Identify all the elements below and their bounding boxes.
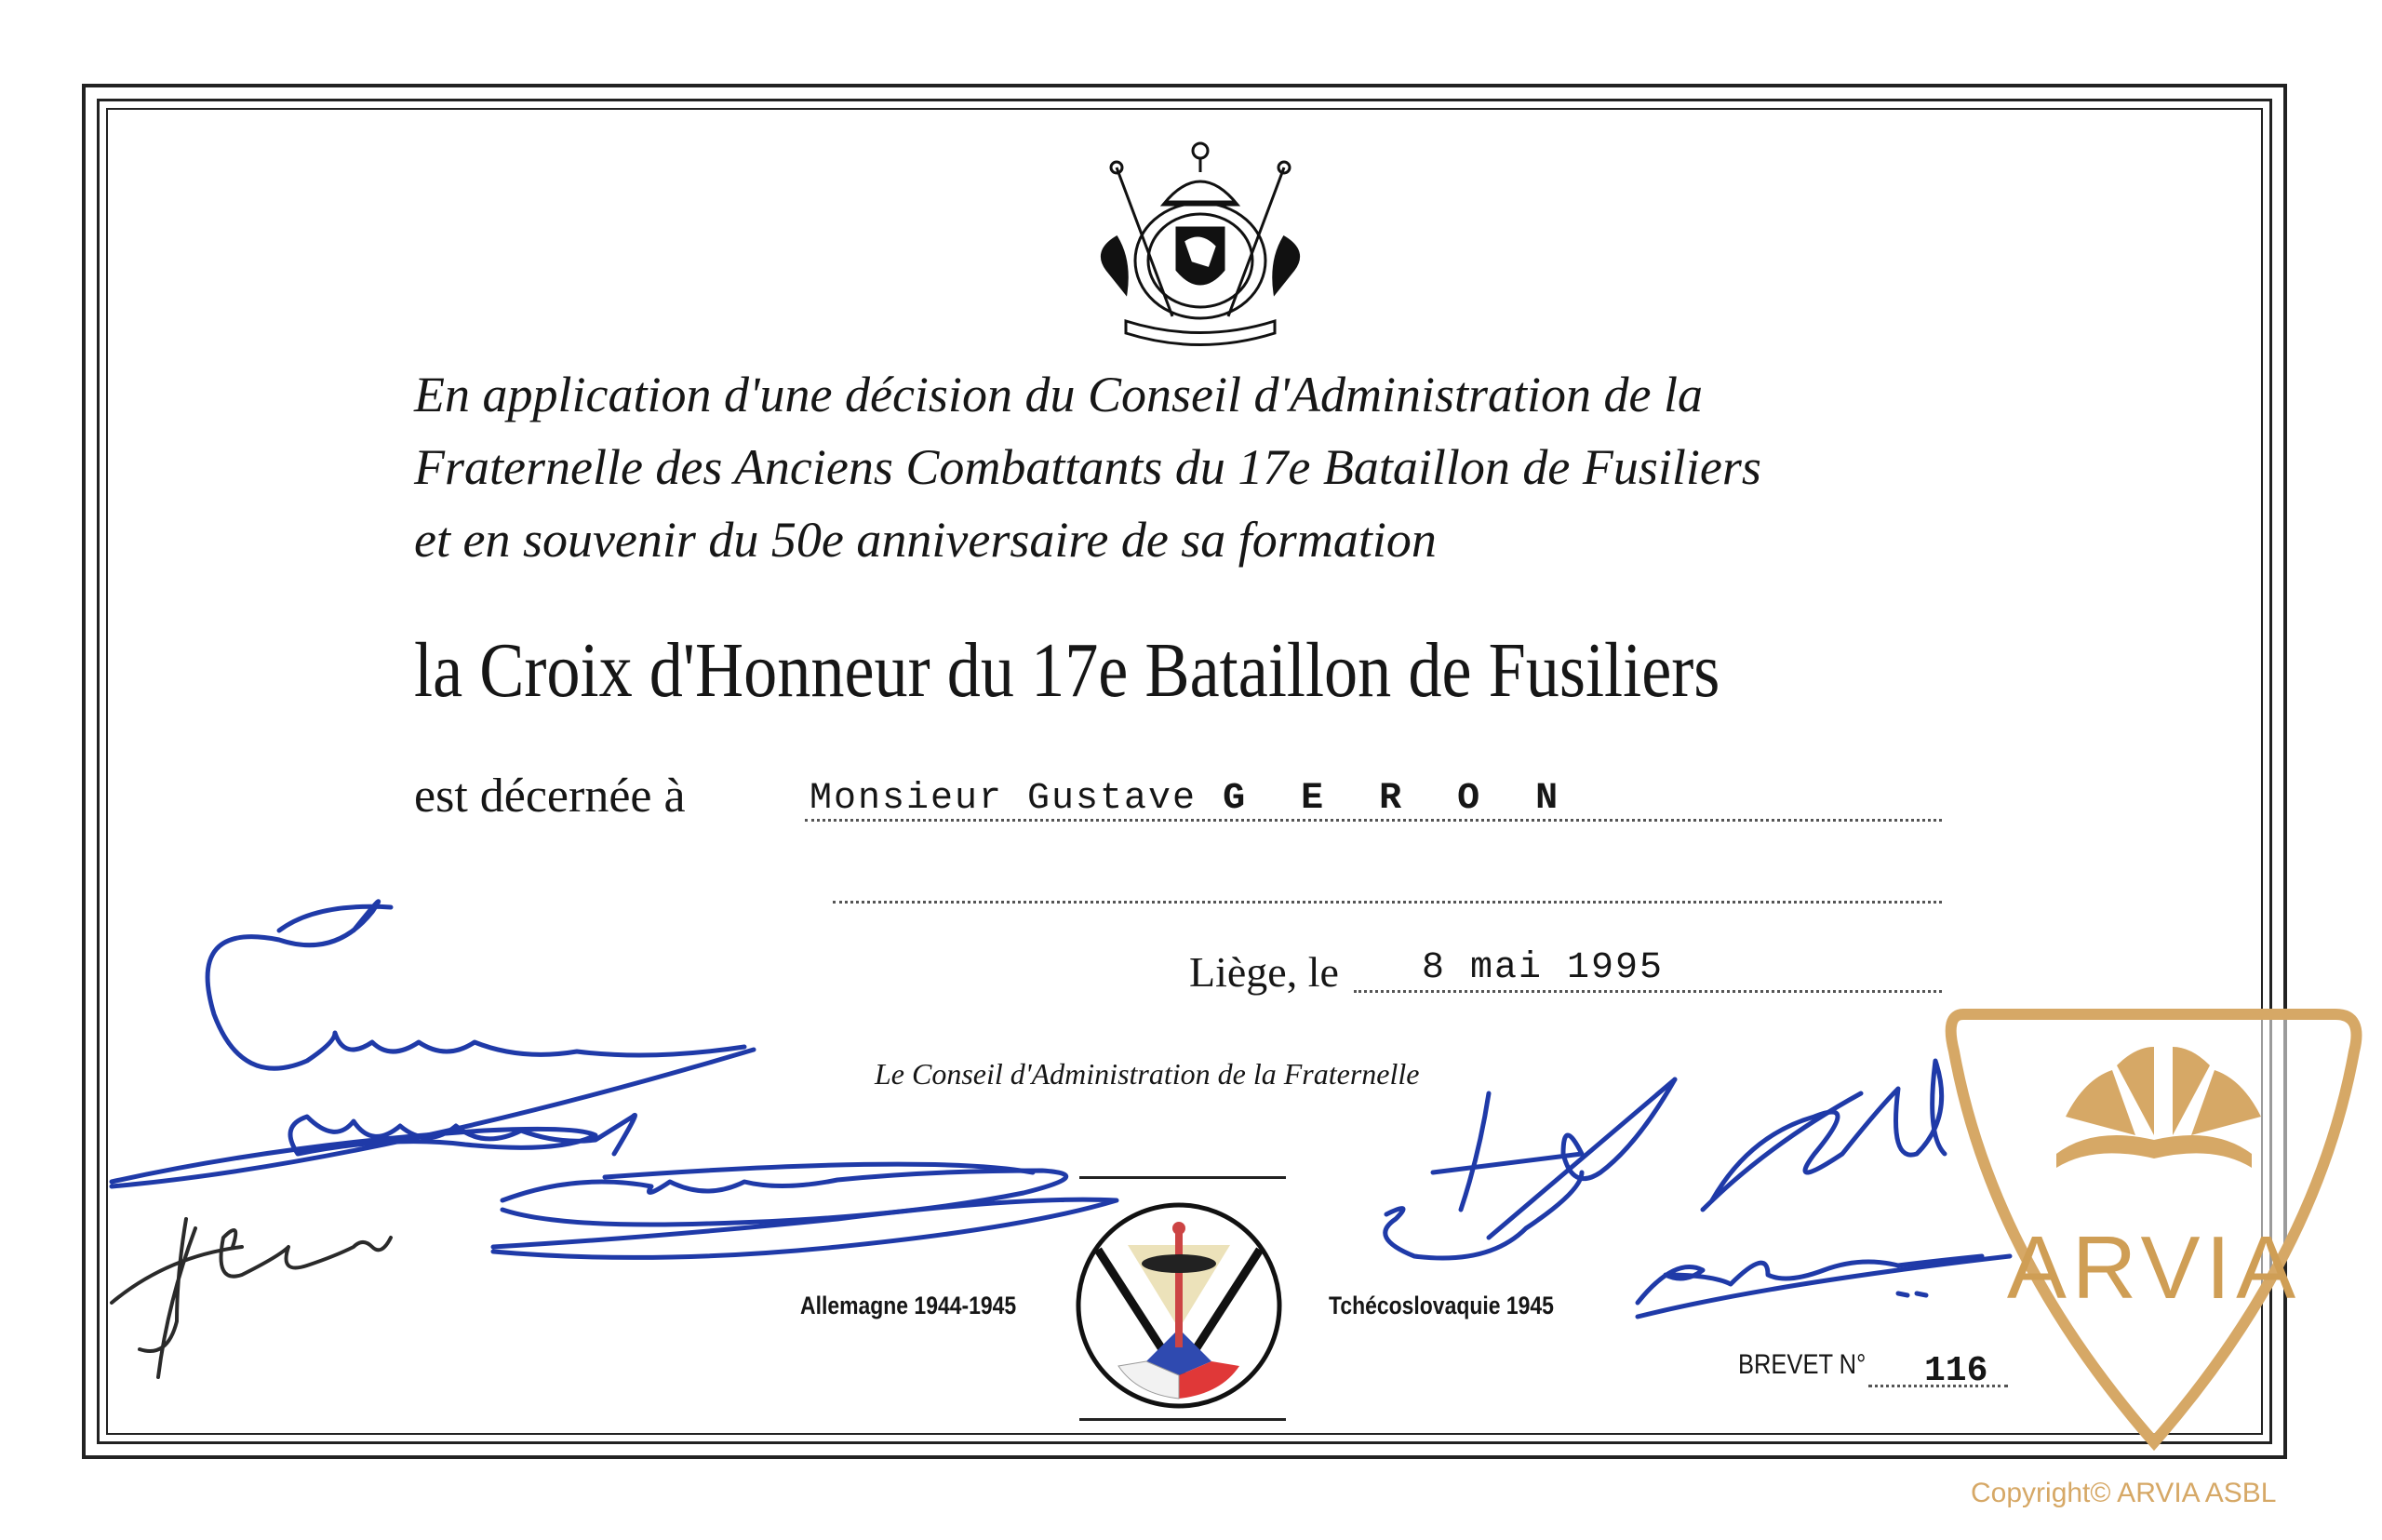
issue-date: 8 mai 1995 bbox=[1422, 947, 1665, 989]
intro-line: Fraternelle des Anciens Combattants du 17e Bataillon de Fusiliers bbox=[414, 439, 1761, 495]
battalion-emblem-icon bbox=[1072, 1199, 1286, 1413]
arvia-watermark-logo bbox=[1926, 977, 2382, 1461]
date-dotted-line bbox=[1354, 990, 1942, 993]
award-title: la Croix d'Honneur du 17e Bataillon de Fusiliers bbox=[414, 627, 1720, 714]
intro-paragraph bbox=[414, 358, 1977, 576]
recipient-surname: G E R O N bbox=[1223, 778, 1575, 820]
recipient-field bbox=[810, 778, 1574, 820]
council-label: Le Conseil d'Administration de la Fraternelle bbox=[875, 1057, 1420, 1091]
place-label: Liège, le bbox=[1189, 948, 1339, 996]
brevet-number: 116 bbox=[1924, 1351, 1988, 1391]
recipient-name: Monsieur Gustave bbox=[810, 778, 1198, 820]
recipient-dotted-line-2 bbox=[833, 901, 1942, 904]
arvia-logo-text: ARVIA bbox=[2006, 1218, 2302, 1318]
intro-line: En application d'une décision du Conseil d'Administration de la bbox=[414, 367, 1703, 422]
campaign-right-label: Tchécoslovaquie 1945 bbox=[1329, 1292, 1554, 1319]
emblem-bottom-rule bbox=[1079, 1418, 1286, 1421]
brevet-label: BREVET N° bbox=[1738, 1349, 1867, 1380]
coat-of-arms-icon bbox=[1089, 130, 1312, 354]
recipient-dotted-line bbox=[805, 819, 1942, 822]
copyright-notice: Copyright© ARVIA ASBL bbox=[1971, 1478, 2277, 1508]
emblem-top-rule bbox=[1079, 1176, 1286, 1179]
awarded-label: est décernée à bbox=[414, 770, 686, 823]
intro-line: et en souvenir du 50e anniversaire de sa formation bbox=[414, 512, 1437, 568]
campaign-left-label: Allemagne 1944-1945 bbox=[800, 1292, 1017, 1319]
